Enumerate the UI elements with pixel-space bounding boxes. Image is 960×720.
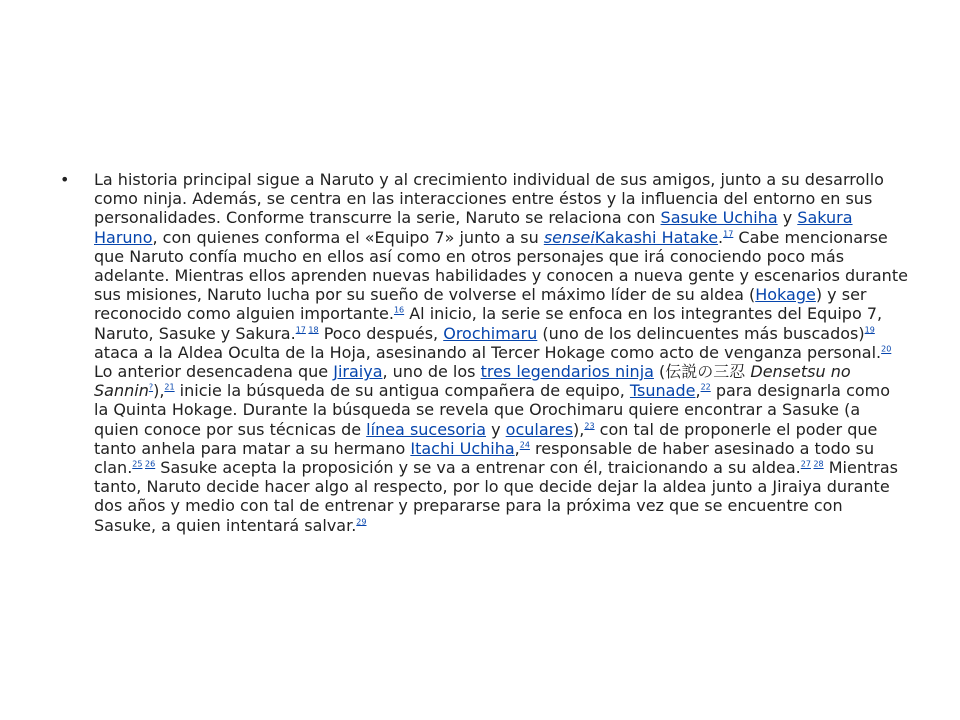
reference-sup bbox=[723, 229, 733, 238]
text-segment: inicie la búsqueda de su antigua compañera de equipo, bbox=[174, 381, 630, 401]
text-segment: , bbox=[695, 381, 701, 401]
text-segment: ), bbox=[573, 419, 585, 439]
reference-sup bbox=[865, 325, 875, 334]
bullet-icon: • bbox=[60, 170, 70, 189]
link-hokage[interactable]: Hokage bbox=[755, 285, 816, 305]
reference-sup bbox=[394, 306, 404, 315]
link-jiraiya[interactable]: Jiraiya bbox=[333, 362, 383, 382]
link-itachi-uchiha[interactable]: Itachi Uchiha bbox=[410, 438, 515, 458]
reference-sup bbox=[701, 383, 711, 392]
link-linea-sucesoria[interactable]: línea sucesoria bbox=[366, 419, 487, 439]
link-tres-legendarios-ninja[interactable]: tres legendarios ninja bbox=[480, 362, 654, 382]
reference-sup bbox=[520, 441, 530, 450]
text-segment: , uno de los bbox=[382, 362, 481, 382]
reference-sup bbox=[881, 345, 891, 354]
pronunciation-link[interactable]: ? bbox=[148, 382, 154, 392]
text-segment: , bbox=[514, 438, 520, 458]
reference-link-22[interactable]: 22 bbox=[700, 382, 711, 392]
reference-sup bbox=[356, 517, 366, 526]
text-segment: (uno de los delincuentes más buscados) bbox=[537, 323, 865, 343]
text-segment: Cabe mencionarse que Naruto confía mucho en ellos así como en otros personajes que irá conociendo poco más adelante. Mientras ellos aprenden nuevas habilidades y conocen a nueva gente y escenarios durante sus misiones, Naruto lucha por su sueño de volverse el máximo líder de su aldea ( bbox=[94, 227, 908, 305]
text-segment: ) y ser reconocido como alguien importante. bbox=[94, 285, 867, 324]
reference-link-16[interactable]: 16 bbox=[393, 306, 405, 316]
text-segment: Poco después, bbox=[318, 323, 444, 343]
reference-link-28[interactable]: 28 bbox=[813, 459, 824, 469]
text-segment: para designarla como la Quinta Hokage. Durante la búsqueda se revela que Orochimaru quiere encontrar a Sasuke (a quien conoce por sus técnicas de bbox=[94, 381, 891, 439]
reference-link-21[interactable]: 21 bbox=[164, 382, 175, 392]
kakashi-label: Kakashi Hatake bbox=[594, 227, 719, 247]
text-segment: con tal de proponerle el poder que tanto anhela para matar a su hermano bbox=[94, 419, 878, 458]
text-segment: Al inicio, la serie se enfoca en los integrantes del Equipo 7, Naruto, Sasuke y Sakura. bbox=[94, 304, 883, 343]
text-segment: Mientras tanto, Naruto decide hacer algo al respecto, por lo que decide dejar la aldea junto a Jiraiya durante dos años y medio con tal de entrenar y prepararse para la próxima vez que se encuentre con Sasuke, a quien intentará salvar. bbox=[94, 458, 898, 535]
text-segment: La historia principal sigue a Naruto y al crecimiento individual de sus amigos, junto a su desarrollo como ninja. Además, se centra en las interacciones entre éstos y la influencia del entorno en sus personalidades. Conforme transcurre la serie, Naruto se relaciona con bbox=[94, 170, 884, 228]
paragraph-text bbox=[94, 170, 908, 535]
reference-link-25[interactable]: 25 bbox=[132, 459, 143, 469]
reference-sup bbox=[132, 460, 155, 469]
reference-sup bbox=[801, 460, 824, 469]
list-item bbox=[58, 170, 908, 535]
text-segment: (伝説の三忍 bbox=[653, 362, 751, 382]
text-segment: ), bbox=[153, 381, 165, 401]
text-segment: Lo anterior desencadena que bbox=[94, 362, 334, 382]
text-segment: . bbox=[718, 227, 724, 247]
reference-sup bbox=[164, 383, 174, 392]
reference-link-17b[interactable]: 17 bbox=[295, 325, 306, 335]
reference-link-18[interactable]: 18 bbox=[308, 325, 319, 335]
reference-sup bbox=[584, 421, 594, 430]
text-segment: Sasuke acepta la proposición y se va a entrenar con él, traicionando a su aldea. bbox=[155, 458, 801, 478]
reference-link-19[interactable]: 19 bbox=[864, 325, 875, 335]
link-tsunade[interactable]: Tsunade bbox=[629, 381, 696, 401]
text-segment: y bbox=[486, 419, 506, 439]
link-sasuke-uchiha[interactable]: Sasuke Uchiha bbox=[660, 208, 778, 228]
densetsu-italic: Densetsu no Sannin bbox=[94, 362, 851, 401]
text-segment: ataca a la Aldea Oculta de la Hoja, asesinando al Tercer Hokage como acto de venganza personal. bbox=[94, 342, 882, 362]
link-sakura-haruno[interactable]: Sakura Haruno bbox=[94, 208, 853, 247]
sensei-italic: sensei bbox=[543, 227, 595, 247]
reference-link-29[interactable]: 29 bbox=[356, 517, 367, 527]
link-orochimaru[interactable]: Orochimaru bbox=[443, 323, 538, 343]
reference-link-26[interactable]: 26 bbox=[145, 459, 156, 469]
reference-sup bbox=[296, 325, 319, 334]
bullet-list bbox=[58, 170, 908, 535]
reference-link-23[interactable]: 23 bbox=[584, 421, 595, 431]
text-segment: responsable de haber asesinado a todo su clan. bbox=[94, 438, 875, 478]
link-kakashi-hatake[interactable] bbox=[544, 228, 718, 247]
text-segment: , con quienes conforma el «Equipo 7» junto a su bbox=[152, 227, 544, 247]
reference-link-27[interactable]: 27 bbox=[800, 459, 811, 469]
text-segment: y bbox=[777, 208, 798, 228]
reference-link-24[interactable]: 24 bbox=[519, 440, 530, 450]
reference-link-17[interactable]: 17 bbox=[723, 229, 734, 239]
link-oculares[interactable]: oculares bbox=[505, 419, 574, 439]
reference-link-20[interactable]: 20 bbox=[881, 344, 892, 354]
